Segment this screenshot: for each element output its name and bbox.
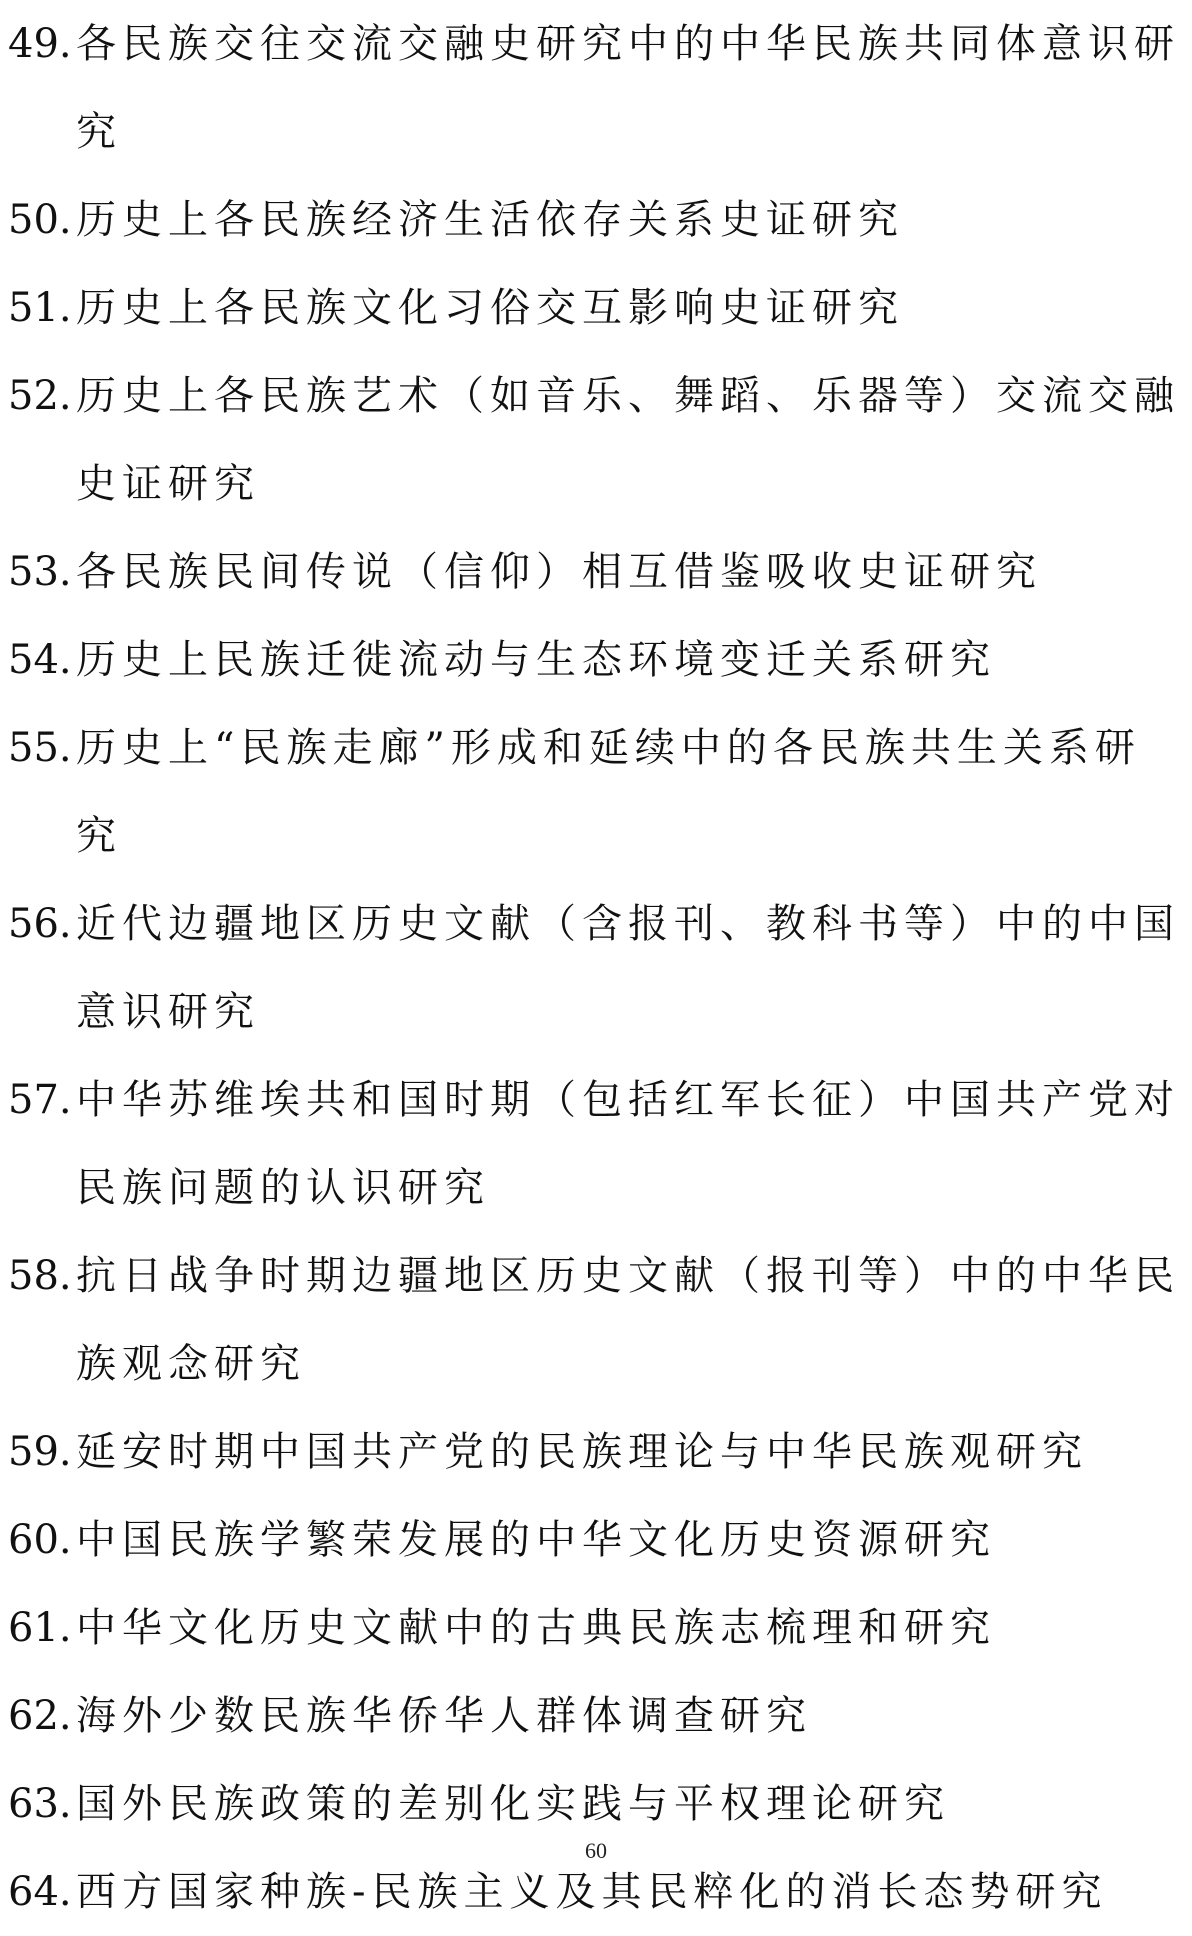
item-number: 58.	[8, 1253, 72, 1299]
item-text: 历史上各民族艺术（如音乐、舞蹈、乐器等）交流交融史证研究	[76, 373, 1180, 507]
item-number: 63.	[8, 1781, 72, 1827]
list-item	[8, 352, 1183, 528]
item-text: 延安时期中国共产党的民族理论与中华民族观研究	[76, 1429, 1088, 1475]
item-number: 54.	[8, 637, 72, 683]
list-item	[8, 1408, 1183, 1496]
item-number: 49.	[8, 21, 72, 67]
list-item	[8, 0, 1183, 176]
item-number: 55.	[8, 725, 72, 771]
item-text: 历史上民族迁徙流动与生态环境变迁关系研究	[76, 637, 996, 683]
item-text: 各民族交往交流交融史研究中的中华民族共同体意识研究	[76, 21, 1180, 155]
item-number: 61.	[8, 1605, 72, 1651]
list-item	[8, 1584, 1183, 1672]
item-text: 历史上各民族文化习俗交互影响史证研究	[76, 285, 904, 331]
item-number: 53.	[8, 549, 72, 595]
page-number: 60	[585, 1838, 607, 1863]
item-text: 西方国家种族-民族主义及其民粹化的消长态势研究	[76, 1869, 1108, 1915]
item-text: 中华文化历史文献中的古典民族志梳理和研究	[76, 1605, 996, 1651]
list-item	[8, 704, 1183, 880]
item-text: 抗日战争时期边疆地区历史文献（报刊等）中的中华民族观念研究	[76, 1253, 1180, 1387]
list-item	[8, 1056, 1183, 1232]
item-number: 56.	[8, 901, 72, 947]
list-item	[8, 616, 1183, 704]
list-item	[8, 176, 1183, 264]
item-text: 历史上“民族走廊”形成和延续中的各民族共生关系研究	[76, 725, 1141, 859]
item-number: 60.	[8, 1517, 72, 1563]
item-number: 50.	[8, 197, 72, 243]
item-text: 国外民族政策的差别化实践与平权理论研究	[76, 1781, 950, 1827]
list-item	[8, 1672, 1183, 1760]
topic-list	[8, 0, 1183, 1936]
item-text: 各民族民间传说（信仰）相互借鉴吸收史证研究	[76, 549, 1042, 595]
item-number: 57.	[8, 1077, 72, 1123]
item-number: 59.	[8, 1429, 72, 1475]
list-item	[8, 1760, 1183, 1848]
item-text: 海外少数民族华侨华人群体调查研究	[76, 1693, 812, 1739]
item-text: 历史上各民族经济生活依存关系史证研究	[76, 197, 904, 243]
list-item	[8, 264, 1183, 352]
item-text: 中国民族学繁荣发展的中华文化历史资源研究	[76, 1517, 996, 1563]
item-number: 52.	[8, 373, 72, 419]
list-item	[8, 1232, 1183, 1408]
item-number: 62.	[8, 1693, 72, 1739]
item-text: 近代边疆地区历史文献（含报刊、教科书等）中的中国意识研究	[76, 901, 1180, 1035]
list-item	[8, 1496, 1183, 1584]
list-item	[8, 880, 1183, 1056]
item-text: 中华苏维埃共和国时期（包括红军长征）中国共产党对民族问题的认识研究	[76, 1077, 1180, 1211]
item-number: 64.	[8, 1869, 72, 1915]
list-item	[8, 528, 1183, 616]
item-number: 51.	[8, 285, 72, 331]
